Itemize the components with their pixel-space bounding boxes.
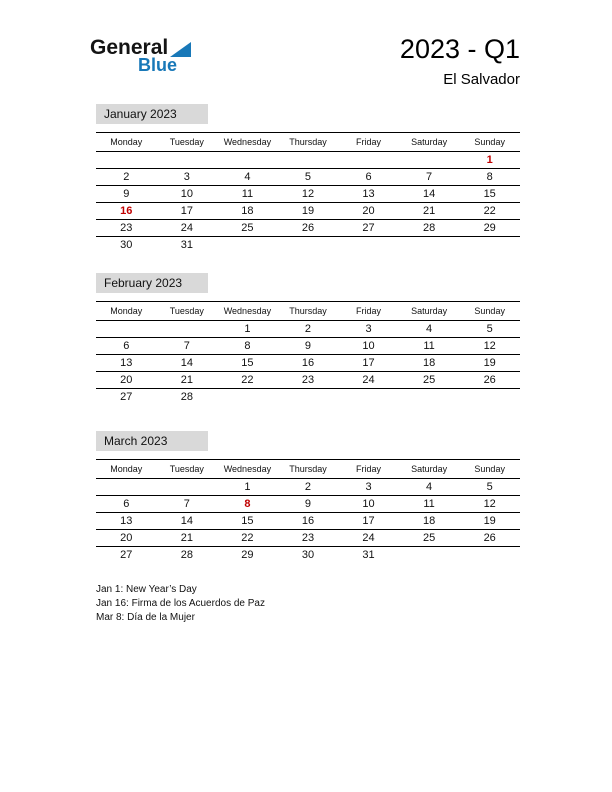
weekday-header: Monday (96, 460, 157, 479)
day-cell: 11 (399, 496, 460, 513)
day-cell: 19 (459, 355, 520, 372)
day-cell: 15 (217, 355, 278, 372)
empty-day-cell (157, 321, 218, 338)
weekday-header: Wednesday (217, 460, 278, 479)
day-cell: 22 (459, 203, 520, 220)
empty-day-cell (217, 389, 278, 406)
day-cell: 17 (338, 355, 399, 372)
week-row (96, 338, 520, 355)
day-cell: 2 (96, 169, 157, 186)
day-cell: 11 (399, 338, 460, 355)
empty-day-cell (278, 237, 339, 254)
day-cell: 10 (338, 338, 399, 355)
day-cell: 14 (157, 355, 218, 372)
empty-day-cell (157, 479, 218, 496)
day-cell: 25 (399, 530, 460, 547)
day-cell: 24 (338, 372, 399, 389)
day-cell: 27 (120, 549, 133, 561)
day-cell: 9 (278, 496, 339, 513)
week-row (96, 355, 520, 372)
day-cell: 28 (180, 549, 193, 561)
day-cell: 12 (459, 338, 520, 355)
calendar-table (96, 459, 520, 563)
day-cell: 15 (459, 186, 520, 203)
weekday-header: Thursday (278, 302, 339, 321)
month-title: March 2023 (96, 431, 208, 451)
weekday-header: Friday (338, 302, 399, 321)
week-row (96, 152, 520, 169)
day-cell: 20 (96, 530, 157, 547)
day-cell: 24 (338, 530, 399, 547)
day-cell: 19 (278, 203, 339, 220)
empty-day-cell (459, 389, 520, 406)
day-cell: 30 (301, 549, 315, 561)
day-cell: 18 (217, 203, 278, 220)
day-cell: 5 (459, 479, 520, 496)
logo-word-general: General (90, 36, 169, 59)
day-cell: 14 (157, 513, 218, 530)
day-cell: 5 (459, 321, 520, 338)
day-cell: 6 (338, 169, 399, 186)
day-cell: 16 (278, 513, 339, 530)
empty-day-cell (399, 389, 460, 406)
day-cell: 8 (217, 338, 278, 355)
weekday-header: Sunday (459, 133, 520, 152)
day-cell: 7 (399, 169, 460, 186)
legend-item: Jan 1: New Year’s Day (96, 584, 197, 595)
day-cell: 25 (217, 220, 278, 237)
day-cell: 25 (399, 372, 460, 389)
legend-item: Jan 16: Firma de los Acuerdos de Paz (96, 598, 265, 609)
empty-day-cell (278, 152, 339, 169)
weekday-header: Saturday (399, 302, 460, 321)
weekday-header: Monday (96, 302, 157, 321)
empty-day-cell (217, 237, 278, 254)
day-cell: 9 (96, 186, 157, 203)
day-cell: 14 (399, 186, 460, 203)
month-section (96, 431, 520, 563)
day-cell: 16 (96, 203, 157, 220)
day-cell: 30 (120, 239, 133, 251)
day-cell: 7 (157, 338, 218, 355)
day-cell: 8 (217, 496, 278, 513)
day-cell: 17 (157, 203, 218, 220)
title-block (400, 34, 520, 88)
weekday-header: Tuesday (157, 133, 218, 152)
week-row (96, 479, 520, 496)
day-cell: 10 (157, 186, 218, 203)
day-cell: 3 (157, 169, 218, 186)
day-cell: 31 (362, 549, 375, 561)
day-cell: 12 (278, 186, 339, 203)
month-section (96, 104, 520, 253)
weekday-header: Saturday (399, 460, 460, 479)
day-cell: 21 (157, 530, 218, 547)
month-title: February 2023 (96, 273, 208, 293)
day-cell: 29 (241, 549, 254, 561)
day-cell: 11 (217, 186, 278, 203)
weekday-header: Tuesday (157, 302, 218, 321)
week-row (96, 321, 520, 338)
day-cell: 28 (399, 220, 460, 237)
calendar-table (96, 301, 520, 405)
day-cell: 21 (157, 372, 218, 389)
empty-day-cell (96, 152, 157, 169)
day-cell: 13 (338, 186, 399, 203)
weekday-header-row (96, 133, 520, 152)
day-cell: 27 (338, 220, 399, 237)
empty-day-cell (338, 389, 399, 406)
empty-day-cell (459, 237, 520, 254)
day-cell: 1 (459, 152, 520, 169)
months-container (96, 104, 520, 563)
day-cell: 2 (278, 321, 339, 338)
weekday-header: Wednesday (217, 133, 278, 152)
empty-day-cell (217, 152, 278, 169)
empty-day-cell (399, 237, 460, 254)
empty-day-cell (399, 152, 460, 169)
day-cell: 27 (120, 391, 133, 403)
day-cell: 3 (338, 321, 399, 338)
day-cell: 23 (96, 220, 157, 237)
day-cell: 31 (180, 239, 193, 251)
day-cell: 13 (96, 355, 157, 372)
day-cell: 12 (459, 496, 520, 513)
day-cell: 24 (157, 220, 218, 237)
day-cell: 4 (217, 169, 278, 186)
day-cell: 4 (399, 321, 460, 338)
empty-day-cell (96, 479, 157, 496)
day-cell: 26 (459, 372, 520, 389)
general-blue-logo (90, 36, 191, 76)
day-cell: 26 (459, 530, 520, 547)
day-cell: 9 (278, 338, 339, 355)
day-cell: 17 (338, 513, 399, 530)
weekday-header: Sunday (459, 302, 520, 321)
week-row (96, 169, 520, 186)
week-row (96, 513, 520, 530)
month-section (96, 273, 520, 405)
week-row (96, 496, 520, 513)
weekday-header: Thursday (278, 460, 339, 479)
day-cell: 7 (157, 496, 218, 513)
day-cell: 6 (96, 338, 157, 355)
day-cell: 3 (338, 479, 399, 496)
day-cell: 29 (459, 220, 520, 237)
weekday-header: Thursday (278, 133, 339, 152)
weekday-header: Tuesday (157, 460, 218, 479)
day-cell: 8 (459, 169, 520, 186)
day-cell: 13 (96, 513, 157, 530)
week-row (96, 530, 520, 547)
week-row (96, 372, 520, 389)
weekday-header: Friday (338, 133, 399, 152)
weekday-header: Monday (96, 133, 157, 152)
day-cell: 28 (180, 391, 193, 403)
day-cell: 6 (96, 496, 157, 513)
week-row (96, 203, 520, 220)
day-cell: 10 (338, 496, 399, 513)
day-cell: 22 (217, 372, 278, 389)
empty-day-cell (278, 389, 339, 406)
weekday-header: Sunday (459, 460, 520, 479)
day-cell: 19 (459, 513, 520, 530)
page-subtitle: El Salvador (443, 71, 520, 88)
weekday-header-row (96, 302, 520, 321)
empty-day-cell (459, 547, 520, 564)
logo-word-blue: Blue (138, 55, 178, 75)
holiday-legend (96, 583, 520, 625)
day-cell: 18 (399, 355, 460, 372)
legend-item: Mar 8: Día de la Mujer (96, 612, 195, 623)
day-cell: 4 (399, 479, 460, 496)
day-cell: 15 (217, 513, 278, 530)
day-cell: 1 (217, 321, 278, 338)
day-cell: 2 (278, 479, 339, 496)
day-cell: 22 (217, 530, 278, 547)
day-cell: 1 (217, 479, 278, 496)
weekday-header-row (96, 460, 520, 479)
empty-day-cell (338, 237, 399, 254)
month-title: January 2023 (96, 104, 208, 124)
empty-day-cell (157, 152, 218, 169)
day-cell: 5 (278, 169, 339, 186)
empty-day-cell (338, 152, 399, 169)
empty-day-cell (96, 321, 157, 338)
calendar-content (96, 104, 520, 625)
day-cell: 23 (278, 372, 339, 389)
calendar-table (96, 132, 520, 253)
page-title: 2023 - Q1 (399, 34, 520, 64)
week-row (96, 389, 520, 406)
day-cell: 16 (278, 355, 339, 372)
day-cell: 20 (338, 203, 399, 220)
weekday-header: Friday (338, 460, 399, 479)
day-cell: 23 (278, 530, 339, 547)
day-cell: 20 (96, 372, 157, 389)
day-cell: 18 (399, 513, 460, 530)
week-row (96, 220, 520, 237)
day-cell: 26 (278, 220, 339, 237)
empty-day-cell (399, 547, 460, 564)
week-row (96, 237, 520, 254)
day-cell: 21 (399, 203, 460, 220)
week-row (96, 186, 520, 203)
weekday-header: Saturday (399, 133, 460, 152)
week-row (96, 547, 520, 564)
weekday-header: Wednesday (217, 302, 278, 321)
